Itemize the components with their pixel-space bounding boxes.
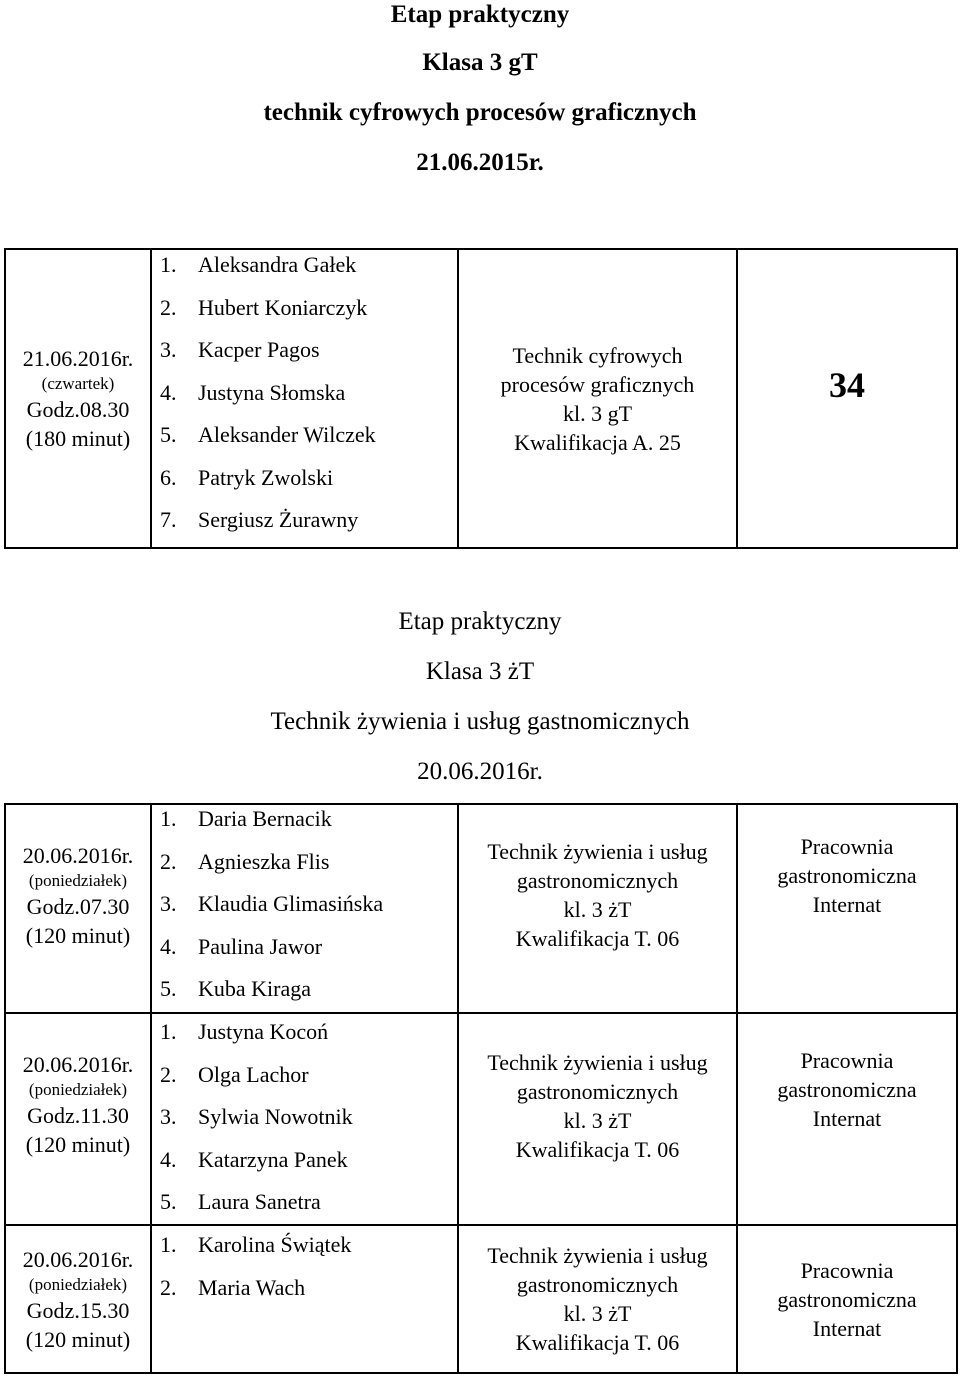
student-number: 1. bbox=[160, 1232, 177, 1257]
qualification-line: procesów graficznych bbox=[500, 371, 695, 397]
exam-date: 20.06.2016r. bbox=[22, 1051, 134, 1077]
qualification-line: Technik żywienia i usług bbox=[487, 839, 708, 864]
exam-duration: (180 minut) bbox=[25, 426, 131, 451]
room-line: Internat bbox=[812, 1105, 882, 1131]
student-number: 2. bbox=[160, 1274, 177, 1300]
student-item bbox=[150, 414, 456, 457]
student-name: Hubert Koniarczyk bbox=[198, 294, 368, 320]
student-item bbox=[150, 798, 456, 841]
student-name: Daria Bernacik bbox=[198, 806, 332, 831]
qualification-cell bbox=[459, 1014, 736, 1198]
qualification-line: gastronomicznych bbox=[516, 1079, 679, 1104]
student-item bbox=[150, 1267, 456, 1310]
qualification-line: Kwalifikacja T. 06 bbox=[515, 1330, 680, 1355]
qualification-line: kl. 3 żT bbox=[563, 1108, 632, 1133]
student-list bbox=[150, 244, 456, 542]
student-item bbox=[150, 968, 456, 1011]
student-number: 5. bbox=[160, 422, 177, 447]
student-list bbox=[150, 798, 456, 1011]
qualification-line: kl. 3 żT bbox=[563, 1301, 632, 1326]
student-number: 2. bbox=[160, 1061, 177, 1087]
student-item bbox=[150, 372, 456, 415]
room-cell bbox=[738, 1226, 956, 1372]
exam-time: Godz.15.30 bbox=[26, 1297, 130, 1323]
qualification-line: Kwalifikacja T. 06 bbox=[515, 926, 680, 951]
room-line: Internat bbox=[812, 1315, 882, 1341]
student-item bbox=[150, 244, 456, 287]
student-number: 5. bbox=[160, 1189, 177, 1214]
student-item bbox=[150, 1054, 456, 1097]
exam-date: 21.06.2016r. bbox=[22, 346, 134, 371]
qualification-line: Technik żywienia i usług bbox=[487, 1050, 708, 1075]
student-item bbox=[150, 883, 456, 926]
student-number: 1. bbox=[160, 252, 177, 277]
student-number: 3. bbox=[160, 1104, 177, 1129]
student-item bbox=[150, 926, 456, 969]
exam-day: (poniedziałek) bbox=[28, 870, 128, 890]
date-cell bbox=[6, 1226, 150, 1372]
student-item bbox=[150, 841, 456, 884]
room-cell bbox=[738, 1014, 956, 1164]
exam-day: (czwartek) bbox=[41, 374, 115, 393]
student-number: 4. bbox=[160, 1146, 177, 1172]
heading-date: 20.06.2016r. bbox=[417, 758, 543, 785]
student-name: Sergiusz Żurawny bbox=[198, 507, 359, 532]
student-name: Olga Lachor bbox=[198, 1061, 309, 1087]
date-cell bbox=[6, 1014, 150, 1194]
student-number: 4. bbox=[160, 933, 177, 959]
room-line: Pracownia bbox=[800, 833, 894, 859]
student-name: Justyna Kocoń bbox=[198, 1019, 329, 1044]
room-line: gastronomiczna bbox=[777, 1076, 917, 1102]
heading-stage: Etap praktyczny bbox=[398, 608, 562, 635]
student-name: Katarzyna Panek bbox=[198, 1146, 348, 1172]
qualification-line: kl. 3 gT bbox=[562, 400, 633, 426]
qualification-cell bbox=[459, 250, 736, 547]
student-name: Karolina Świątek bbox=[198, 1232, 352, 1257]
student-item bbox=[150, 1181, 456, 1224]
student-name: Aleksandra Gałek bbox=[198, 252, 357, 277]
heading-date: 21.06.2015r. bbox=[416, 149, 544, 176]
student-name: Klaudia Glimasińska bbox=[198, 891, 384, 916]
student-number: 7. bbox=[160, 507, 177, 532]
student-list bbox=[150, 1011, 456, 1224]
qualification-line: Kwalifikacja A. 25 bbox=[514, 429, 681, 455]
student-item bbox=[150, 329, 456, 372]
exam-day: (poniedziałek) bbox=[28, 1079, 128, 1099]
student-item bbox=[150, 499, 456, 542]
student-item bbox=[150, 1139, 456, 1182]
exam-duration: (120 minut) bbox=[25, 922, 131, 948]
student-item bbox=[150, 457, 456, 500]
student-item bbox=[150, 1011, 456, 1054]
exam-date: 20.06.2016r. bbox=[22, 842, 134, 868]
student-number: 4. bbox=[160, 379, 177, 405]
exam-date: 20.06.2016r. bbox=[22, 1246, 134, 1272]
exam-time: Godz.11.30 bbox=[27, 1102, 129, 1128]
student-name: Paulina Jawor bbox=[198, 933, 323, 959]
qualification-line: Kwalifikacja T. 06 bbox=[515, 1137, 680, 1162]
exam-day: (poniedziałek) bbox=[28, 1274, 128, 1294]
student-item bbox=[150, 1224, 456, 1267]
student-name: Aleksander Wilczek bbox=[198, 422, 376, 447]
date-cell bbox=[6, 250, 150, 547]
qualification-cell bbox=[459, 805, 736, 985]
student-name: Agnieszka Flis bbox=[198, 848, 330, 874]
qualification-line: gastronomicznych bbox=[516, 1272, 679, 1297]
date-cell bbox=[6, 805, 150, 985]
student-number: 1. bbox=[160, 806, 177, 831]
student-item bbox=[150, 1096, 456, 1139]
exam-time: Godz.08.30 bbox=[26, 397, 130, 422]
heading-profession: Technik żywienia i usług gastnomicznych bbox=[270, 708, 690, 735]
qualification-line: kl. 3 żT bbox=[563, 897, 632, 922]
room-cell bbox=[738, 250, 956, 520]
student-name: Maria Wach bbox=[198, 1274, 306, 1300]
student-list bbox=[150, 1224, 456, 1309]
qualification-line: Technik cyfrowych bbox=[512, 342, 683, 368]
heading-profession: technik cyfrowych procesów graficznych bbox=[263, 99, 697, 126]
student-number: 6. bbox=[160, 464, 177, 490]
student-number: 3. bbox=[160, 337, 177, 362]
qualification-line: gastronomicznych bbox=[516, 868, 679, 893]
student-name: Justyna Słomska bbox=[198, 379, 346, 405]
room-line: Pracownia bbox=[800, 1257, 894, 1283]
student-name: Patryk Zwolski bbox=[198, 464, 334, 490]
student-number: 1. bbox=[160, 1019, 177, 1044]
student-name: Sylwia Nowotnik bbox=[198, 1104, 353, 1129]
room-cell bbox=[738, 805, 956, 945]
exam-time: Godz.07.30 bbox=[26, 893, 130, 919]
room-line: gastronomiczna bbox=[777, 862, 917, 888]
room-line: gastronomiczna bbox=[777, 1286, 917, 1312]
student-number: 5. bbox=[160, 976, 177, 1001]
student-name: Kacper Pagos bbox=[198, 337, 320, 362]
room-number: 34 bbox=[829, 364, 865, 405]
student-item bbox=[150, 287, 456, 330]
room-line: Pracownia bbox=[800, 1047, 894, 1073]
qualification-cell bbox=[459, 1226, 736, 1372]
exam-duration: (120 minut) bbox=[25, 1131, 131, 1157]
room-line: Internat bbox=[812, 891, 882, 917]
student-name: Laura Sanetra bbox=[198, 1189, 321, 1214]
heading-stage: Etap praktyczny bbox=[390, 1, 570, 28]
exam-duration: (120 minut) bbox=[25, 1326, 131, 1352]
student-number: 2. bbox=[160, 848, 177, 874]
student-number: 3. bbox=[160, 891, 177, 916]
student-name: Kuba Kiraga bbox=[198, 976, 312, 1001]
qualification-line: Technik żywienia i usług bbox=[487, 1243, 708, 1268]
heading-class: Klasa 3 gT bbox=[422, 49, 538, 76]
heading-class: Klasa 3 żT bbox=[425, 658, 535, 685]
student-number: 2. bbox=[160, 294, 177, 320]
